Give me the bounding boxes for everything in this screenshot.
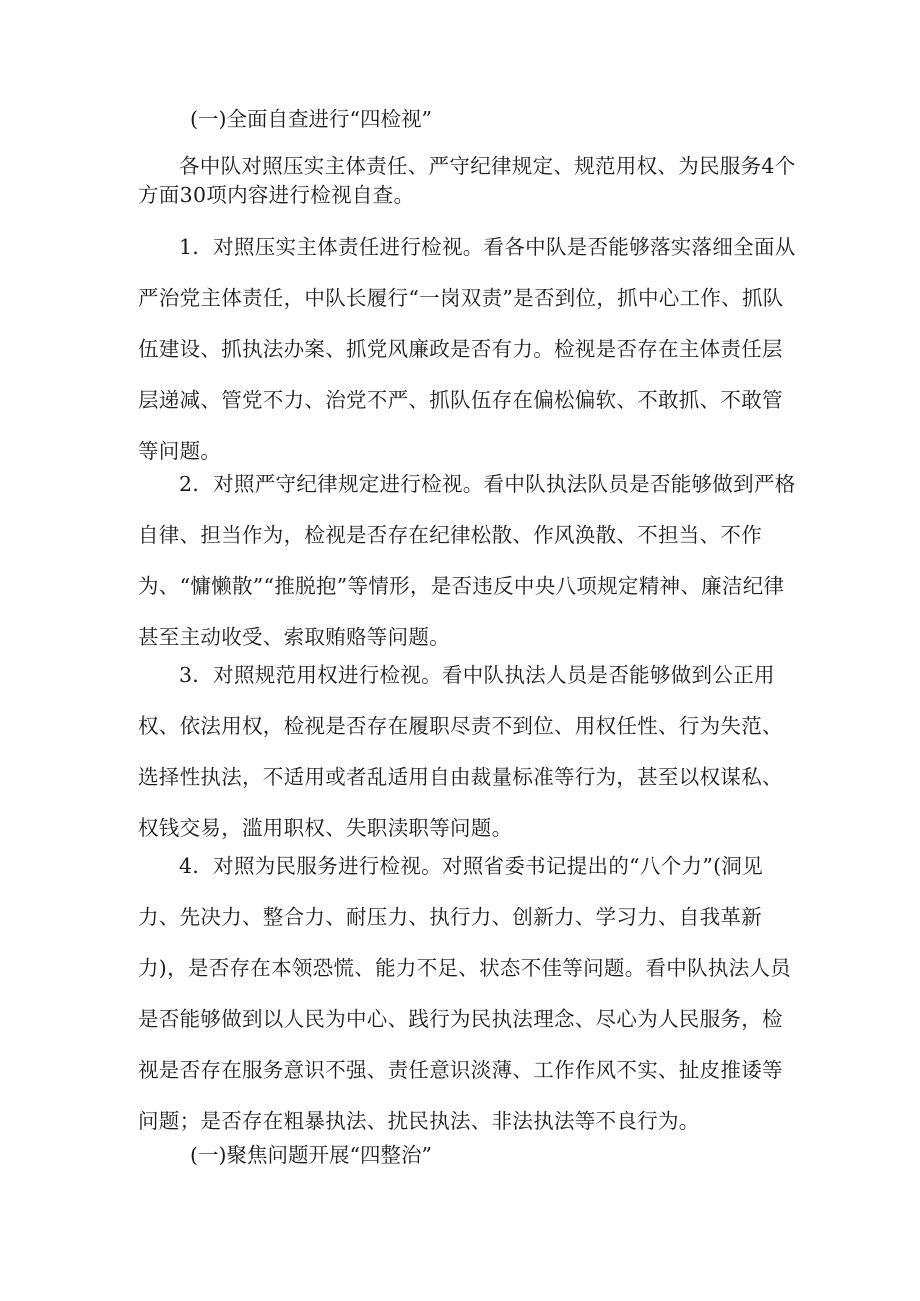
- section-heading-rectification: (一)聚焦问题开展“四整治”: [190, 1143, 432, 1167]
- item-paragraph-3: 3．对照规范用权进行检视。看中队执法人员是否能够做到公正用权、依法用权，检视是否存在履职尽责不到位、用权任性、行为失范、选择性执法，不适用或者乱适用自由裁量标准等行为，甚至以权谋私、权钱交易，滥用职权、失职渎职等问题。: [138, 663, 783, 840]
- section-heading-self-inspection: (一)全面自查进行“四检视”: [190, 107, 432, 131]
- item-paragraph-4: 4．对照为民服务进行检视。对照省委书记提出的“八个力”(洞见力、先决力、整合力、耐压力、执行力、创新力、学习力、自我革新力)，是否存在本领恐慌、能力不足、状态不佳等问题。看中队执法人员是否能够做到以人民为中心、践行为民执法理念、尽心为人民服务，检视是否存在服务意识不强、责任意识淡薄、工作作风不实、扯皮推诿等问题；是否存在粗暴执法、扰民执法、非法执法等不良行为。: [138, 854, 792, 1133]
- intro-paragraph: 各中队对照压实主体责任、严守纪律规定、规范用权、为民服务4个方面30项内容进行检视自查。: [138, 154, 796, 207]
- item-paragraph-1: 1．对照压实主体责任进行检视。看各中队是否能够落实落细全面从严治党主体责任，中队长履行“一岗双责”是否到位，抓中心工作、抓队伍建设、抓执法办案、抓党风廉政是否有力。检视是否存在主体责任层层递减、管党不力、治党不严、抓队伍存在偏松偏软、不敢抓、不敢管等问题。: [138, 235, 796, 463]
- item-paragraph-2: 2．对照严守纪律规定进行检视。看中队执法队员是否能够做到严格自律、担当作为，检视是否存在纪律松散、作风涣散、不担当、不作为、“慵懒散”“推脱抱”等情形，是否违反中央八项规定精神、廉洁纪律甚至主动收受、索取贿赂等问题。: [138, 472, 796, 649]
